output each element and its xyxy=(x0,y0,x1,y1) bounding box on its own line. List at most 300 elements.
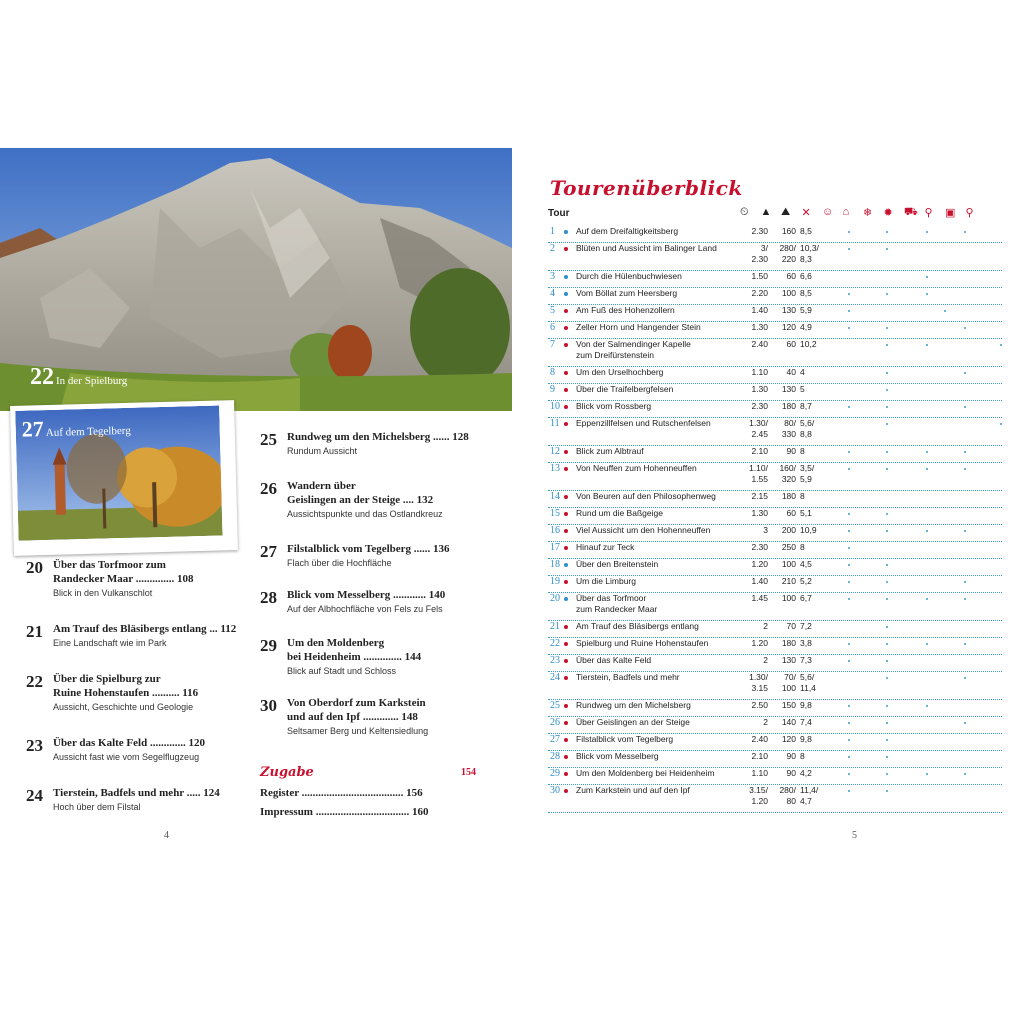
tour-time: 1.30/ 3.15 xyxy=(749,672,768,693)
tour-time: 2.50 xyxy=(751,700,768,710)
feature-dot xyxy=(886,468,888,470)
tour-distance: 5,9 xyxy=(800,305,812,315)
tour-distance: 5 xyxy=(800,384,805,394)
feature-dot xyxy=(886,231,888,233)
tour-difficulty-dot xyxy=(564,738,568,742)
tour-altitude: 40 xyxy=(786,367,796,377)
toc-number: 24 xyxy=(26,786,43,805)
feature-dot xyxy=(926,344,928,346)
toc-subtitle: Aussichtspunkte und das Ostlandkreuz xyxy=(287,509,443,519)
tour-name: Am Fuß des Hohenzollern xyxy=(576,305,675,315)
tour-name: Über die Traifelbergfelsen xyxy=(576,384,674,394)
tour-time: 2.30 xyxy=(751,226,768,236)
tour-difficulty-dot xyxy=(564,755,568,759)
tour-distance: 5,6/ 11,4 xyxy=(800,672,816,693)
feature-dot xyxy=(848,564,850,566)
tour-number: 2 xyxy=(550,243,555,254)
tour-number: 25 xyxy=(550,700,560,711)
tour-feature-marks xyxy=(832,768,1002,779)
toc-subtitle: Blick in den Vulkanschlot xyxy=(53,588,153,598)
tour-number: 7 xyxy=(550,339,555,350)
feature-dot xyxy=(848,406,850,408)
toc-subtitle: Seltsamer Berg und Keltensiedlung xyxy=(287,726,429,736)
tour-distance: 8,7 xyxy=(800,401,812,411)
tour-number: 22 xyxy=(550,638,560,649)
toc-title: Von Oberdorf zum Karkstein und auf den Ipf ............. 148 xyxy=(287,697,426,723)
feature-dot xyxy=(848,547,850,549)
feature-dot xyxy=(886,451,888,453)
tour-row-23[interactable] xyxy=(548,655,1002,672)
tour-altitude: 210 xyxy=(781,576,796,586)
tour-row-18[interactable] xyxy=(548,559,1002,576)
feature-dot xyxy=(848,790,850,792)
toc-title: Wandern über Geislingen an der Steige .... 132 xyxy=(287,480,434,506)
toc-number: 22 xyxy=(26,672,43,691)
tour-time: 1.30 xyxy=(751,384,768,394)
sun-icon: ✹ xyxy=(883,207,893,219)
tour-altitude: 90 xyxy=(786,446,796,456)
tour-difficulty-dot xyxy=(564,529,568,533)
tour-distance: 5,2 xyxy=(800,576,812,586)
clock-icon: ⏲ xyxy=(740,206,749,218)
tour-row-7[interactable] xyxy=(548,339,1002,367)
tour-difficulty-dot xyxy=(564,467,568,471)
tour-difficulty-dot xyxy=(564,326,568,330)
feature-dot xyxy=(848,773,850,775)
tour-row-5[interactable] xyxy=(548,305,1002,322)
feature-dot xyxy=(964,598,966,600)
tour-altitude: 280/ 220 xyxy=(779,243,796,264)
toc-number: 21 xyxy=(26,622,43,641)
tour-number: 15 xyxy=(550,508,560,519)
feature-dot xyxy=(886,643,888,645)
feature-dot xyxy=(926,293,928,295)
tour-distance: 9,8 xyxy=(800,700,812,710)
tour-feature-marks xyxy=(832,576,1002,587)
toc-title: Filstalblick vom Tegelberg ...... 136 xyxy=(287,543,450,555)
toc-title: Blick vom Messelberg ............ 140 xyxy=(287,589,446,601)
tour-time: 1.20 xyxy=(751,638,768,648)
tour-distance: 5,6/ 8,8 xyxy=(800,418,815,439)
feature-dot xyxy=(848,530,850,532)
tour-feature-marks xyxy=(832,271,1002,282)
feature-dot xyxy=(926,773,928,775)
tour-name: Spielburg und Ruine Hohenstaufen xyxy=(576,638,709,648)
feature-dot xyxy=(926,530,928,532)
toc-title: Über das Torfmoor zum Randecker Maar .............. 108 xyxy=(53,559,194,585)
tour-name: Um den Moldenberg bei Heidenheim xyxy=(576,768,715,778)
feature-dot xyxy=(848,739,850,741)
tour-altitude: 100 xyxy=(781,559,796,569)
tour-time: 3 xyxy=(763,525,768,535)
tour-altitude: 130 xyxy=(781,384,796,394)
tour-time: 2.40 xyxy=(751,339,768,349)
tour-row-14[interactable] xyxy=(548,491,1002,508)
tour-row-20[interactable] xyxy=(548,593,1002,621)
tour-altitude: 200 xyxy=(781,525,796,535)
tour-number: 6 xyxy=(550,322,555,333)
tour-difficulty-dot xyxy=(564,247,568,251)
tour-difficulty-dot xyxy=(564,642,568,646)
tour-name: Hinauf zur Teck xyxy=(576,542,635,552)
tour-altitude: 160 xyxy=(781,226,796,236)
tour-difficulty-dot xyxy=(564,721,568,725)
feature-dot xyxy=(886,513,888,515)
tour-difficulty-dot xyxy=(564,597,568,601)
tour-difficulty-dot xyxy=(564,772,568,776)
tour-row-1[interactable] xyxy=(548,226,1002,243)
feature-dot xyxy=(964,327,966,329)
tour-altitude: 100 xyxy=(781,288,796,298)
feature-dot xyxy=(848,451,850,453)
tour-time: 1.40 xyxy=(751,305,768,315)
toc-number: 26 xyxy=(260,479,277,498)
tour-feature-marks xyxy=(832,593,1002,604)
tour-time: 1.50 xyxy=(751,271,768,281)
tour-altitude: 250 xyxy=(781,542,796,552)
tour-altitude: 70/ 100 xyxy=(781,672,796,693)
feature-dot xyxy=(848,722,850,724)
feature-dot xyxy=(886,406,888,408)
tour-feature-marks xyxy=(832,559,1002,570)
tour-difficulty-dot xyxy=(564,625,568,629)
tour-difficulty-dot xyxy=(564,309,568,313)
tour-altitude: 130 xyxy=(781,655,796,665)
zugabe-page: 154 xyxy=(461,767,476,778)
tour-altitude: 140 xyxy=(781,717,796,727)
toc-impressum[interactable]: Impressum .................................. 160 xyxy=(260,806,429,818)
toc-number: 25 xyxy=(260,430,277,449)
tour-difficulty-dot xyxy=(564,292,568,296)
tour-column-header: Tour xyxy=(548,208,570,219)
tour-number: 14 xyxy=(550,491,560,502)
tour-name: Filstalblick vom Tegelberg xyxy=(576,734,674,744)
feature-dot xyxy=(886,423,888,425)
tour-row-28[interactable] xyxy=(548,751,1002,768)
tour-altitude: 120 xyxy=(781,322,796,332)
bicycle-icon: ⚲ xyxy=(965,207,974,219)
tour-row-19[interactable] xyxy=(548,576,1002,593)
feature-dot xyxy=(964,773,966,775)
photo-small-number: 27 xyxy=(21,416,45,442)
tour-table xyxy=(548,226,1002,813)
tour-row-16[interactable] xyxy=(548,525,1002,542)
tour-row-22[interactable] xyxy=(548,638,1002,655)
tour-row-25[interactable] xyxy=(548,700,1002,717)
tour-difficulty-dot xyxy=(564,371,568,375)
tour-difficulty-dot xyxy=(564,512,568,516)
feature-dot xyxy=(886,344,888,346)
tour-number: 3 xyxy=(550,271,555,282)
tour-distance: 4 xyxy=(800,367,805,377)
feature-dot xyxy=(886,790,888,792)
feature-dot xyxy=(848,513,850,515)
tour-altitude: 130 xyxy=(781,305,796,315)
feature-dot xyxy=(886,581,888,583)
bus-icon: ▣ xyxy=(945,207,956,219)
tour-time: 3.15/ 1.20 xyxy=(749,785,768,806)
feature-dot xyxy=(964,643,966,645)
tour-row-4[interactable] xyxy=(548,288,1002,305)
toc-title: Über das Kalte Feld ............. 120 xyxy=(53,737,205,749)
tour-time: 1.45 xyxy=(751,593,768,603)
feature-dot xyxy=(848,327,850,329)
tour-time: 1.20 xyxy=(751,559,768,569)
tour-altitude: 60 xyxy=(786,508,796,518)
museum-icon: ⌂ xyxy=(842,206,850,218)
tour-altitude: 90 xyxy=(786,768,796,778)
tour-row-27[interactable] xyxy=(548,734,1002,751)
tour-time: 1.10 xyxy=(751,768,768,778)
feature-dot xyxy=(886,389,888,391)
zugabe-section xyxy=(260,765,476,818)
feature-dot xyxy=(886,327,888,329)
feature-dot xyxy=(848,293,850,295)
tour-altitude: 100 xyxy=(781,593,796,603)
left-page xyxy=(0,148,512,848)
tour-difficulty-dot xyxy=(564,580,568,584)
tour-name: Von der Salmendinger Kapelle zum Dreifürstenstein xyxy=(576,339,691,360)
person-icon: ⚲ xyxy=(924,207,933,219)
tour-name: Rund um die Baßgeige xyxy=(576,508,663,518)
toc-subtitle: Blick auf Stadt und Schloss xyxy=(287,666,397,676)
feature-dot xyxy=(886,705,888,707)
tour-row-11[interactable] xyxy=(548,418,1002,446)
tour-feature-marks xyxy=(832,717,1002,728)
tour-name: Blüten und Aussicht im Balinger Land xyxy=(576,243,717,253)
tour-row-21[interactable] xyxy=(548,621,1002,638)
feature-dot xyxy=(1000,423,1002,425)
tour-number: 30 xyxy=(550,785,560,796)
tour-feature-marks xyxy=(832,491,1002,502)
tour-distance: 3,5/ 5,9 xyxy=(800,463,815,484)
tour-difficulty-dot xyxy=(564,563,568,567)
tour-number: 4 xyxy=(550,288,555,299)
tour-time: 1.10/ 1.55 xyxy=(749,463,768,484)
tour-distance: 9,8 xyxy=(800,734,812,744)
tour-time: 2.20 xyxy=(751,288,768,298)
feature-dot xyxy=(886,756,888,758)
tour-feature-marks xyxy=(832,305,1002,316)
toc-number: 29 xyxy=(260,636,277,655)
tour-feature-marks xyxy=(832,339,1002,350)
toc-subtitle: Aussicht fast wie vom Segelflugzeug xyxy=(53,752,200,762)
tour-feature-marks xyxy=(832,542,1002,553)
tour-altitude: 280/ 80 xyxy=(779,785,796,806)
tour-number: 13 xyxy=(550,463,560,474)
tour-row-26[interactable] xyxy=(548,717,1002,734)
tour-name: Zum Karkstein und auf den Ipf xyxy=(576,785,690,795)
feature-dot xyxy=(926,705,928,707)
toc-title: Rundweg um den Michelsberg ...... 128 xyxy=(287,431,469,443)
tour-difficulty-dot xyxy=(564,789,568,793)
toc-subtitle: Auf der Albhochfläche von Fels zu Fels xyxy=(287,604,443,614)
tour-difficulty-dot xyxy=(564,405,568,409)
tour-row-24[interactable] xyxy=(548,672,1002,700)
tour-feature-marks xyxy=(832,621,1002,632)
tour-number: 29 xyxy=(550,768,560,779)
feature-dot xyxy=(964,406,966,408)
tour-number: 9 xyxy=(550,384,555,395)
tour-difficulty-dot xyxy=(564,275,568,279)
tour-feature-marks xyxy=(832,463,1002,474)
feature-dot xyxy=(848,581,850,583)
tour-number: 11 xyxy=(550,418,560,429)
feature-dot xyxy=(848,643,850,645)
tour-name: Am Trauf des Bläsibergs entlang xyxy=(576,621,699,631)
feature-dot xyxy=(964,677,966,679)
toc-subtitle: Eine Landschaft wie im Park xyxy=(53,638,167,648)
tour-altitude: 180 xyxy=(781,491,796,501)
tour-number: 8 xyxy=(550,367,555,378)
tour-feature-marks xyxy=(832,751,1002,762)
mountain-icon: ▲ xyxy=(760,206,772,218)
tour-difficulty-dot xyxy=(564,422,568,426)
toc-title: Über die Spielburg zur Ruine Hohenstaufen .......... 116 xyxy=(53,673,199,699)
tour-row-12[interactable] xyxy=(548,446,1002,463)
tour-feature-marks xyxy=(832,638,1002,649)
tour-feature-marks xyxy=(832,401,1002,412)
tour-distance: 11,4/ 4,7 xyxy=(800,785,819,806)
tour-feature-marks xyxy=(832,384,1002,395)
feature-dot xyxy=(886,773,888,775)
tour-time: 2.30 xyxy=(751,401,768,411)
tour-number: 20 xyxy=(550,593,560,604)
toc-number: 20 xyxy=(26,558,43,577)
tour-name: Über das Kalte Feld xyxy=(576,655,652,665)
tour-difficulty-dot xyxy=(564,495,568,499)
tour-row-6[interactable] xyxy=(548,322,1002,339)
toc-subtitle: Aussicht, Geschichte und Geologie xyxy=(53,702,194,712)
cutlery-icon: ✕ xyxy=(801,207,811,219)
tour-row-9[interactable] xyxy=(548,384,1002,401)
tour-row-13[interactable] xyxy=(548,463,1002,491)
tour-distance: 8 xyxy=(800,446,805,456)
tour-row-10[interactable] xyxy=(548,401,1002,418)
tour-altitude: 160/ 320 xyxy=(779,463,796,484)
page-number-right: 5 xyxy=(852,830,857,841)
tour-feature-marks xyxy=(832,243,1002,254)
tour-row-2[interactable] xyxy=(548,243,1002,271)
tour-altitude: 60 xyxy=(786,271,796,281)
feature-dot xyxy=(926,276,928,278)
tour-difficulty-dot xyxy=(564,546,568,550)
hiker-icon: ⛰ xyxy=(781,206,791,218)
tour-feature-marks xyxy=(832,734,1002,745)
tour-name: Eppenzillfelsen und Rutschenfelsen xyxy=(576,418,711,428)
tour-time: 1.10 xyxy=(751,367,768,377)
tour-time: 2.30 xyxy=(751,542,768,552)
tour-feature-marks xyxy=(832,525,1002,536)
feature-dot xyxy=(848,231,850,233)
feature-dot xyxy=(848,310,850,312)
feature-dot xyxy=(886,564,888,566)
tour-number: 17 xyxy=(550,542,560,553)
feature-dot xyxy=(926,598,928,600)
snowflake-icon: ❄ xyxy=(863,207,873,219)
tour-altitude: 150 xyxy=(781,700,796,710)
tour-time: 1.30 xyxy=(751,508,768,518)
tour-feature-marks xyxy=(832,655,1002,666)
tour-altitude: 90 xyxy=(786,751,796,761)
tour-feature-marks xyxy=(832,288,1002,299)
toc-number: 27 xyxy=(260,542,277,561)
feature-dot xyxy=(886,722,888,724)
tour-time: 1.40 xyxy=(751,576,768,586)
feature-dot xyxy=(926,451,928,453)
tour-time: 3/ 2.30 xyxy=(751,243,768,264)
tour-number: 28 xyxy=(550,751,560,762)
feature-dot xyxy=(926,231,928,233)
page-number-left: 4 xyxy=(164,830,169,841)
tour-name: Blick zum Albtrauf xyxy=(576,446,644,456)
tour-feature-marks xyxy=(832,418,1002,429)
photo-small-text: Auf dem Tegelberg xyxy=(45,424,131,440)
tour-number: 19 xyxy=(550,576,560,587)
tour-name: Rundweg um den Michelsberg xyxy=(576,700,691,710)
toc-title: Um den Moldenberg bei Heidenheim .............. 144 xyxy=(287,637,422,663)
feature-dot xyxy=(926,643,928,645)
tour-time: 2.10 xyxy=(751,751,768,761)
tour-name: Um den Urselhochberg xyxy=(576,367,664,377)
tour-distance: 10,3/ 8,3 xyxy=(800,243,819,264)
zugabe-heading: Zugabe xyxy=(260,765,314,780)
toc-register[interactable]: Register ..................................... 156 xyxy=(260,787,423,799)
tour-row-8[interactable] xyxy=(548,367,1002,384)
tour-name: Vom Böllat zum Heersberg xyxy=(576,288,678,298)
tour-row-30[interactable] xyxy=(548,785,1002,813)
tour-name: Durch die Hülenbuchwiesen xyxy=(576,271,682,281)
tour-feature-marks xyxy=(832,700,1002,711)
tour-feature-marks xyxy=(832,672,1002,683)
feature-dot xyxy=(964,231,966,233)
tour-distance: 5,1 xyxy=(800,508,812,518)
tour-altitude: 180 xyxy=(781,401,796,411)
feature-dot xyxy=(848,468,850,470)
tour-row-3[interactable] xyxy=(548,271,1002,288)
tour-row-17[interactable] xyxy=(548,542,1002,559)
tour-number: 10 xyxy=(550,401,560,412)
toc-subtitle: Hoch über dem Filstal xyxy=(53,802,141,812)
tour-time: 2.10 xyxy=(751,446,768,456)
tour-difficulty-dot xyxy=(564,230,568,234)
feature-dot xyxy=(886,248,888,250)
tour-name: Von Neuffen zum Hohenneuffen xyxy=(576,463,697,473)
toc-title: Am Trauf des Bläsibergs entlang ... 112 xyxy=(53,623,237,635)
tour-difficulty-dot xyxy=(564,704,568,708)
photo-spielburg xyxy=(0,148,512,411)
feature-dot xyxy=(926,468,928,470)
tour-name: Tierstein, Badfels und mehr xyxy=(576,672,680,682)
tour-feature-marks xyxy=(832,508,1002,519)
tour-feature-marks xyxy=(832,367,1002,378)
feature-dot xyxy=(848,598,850,600)
photo-main-text: In der Spielburg xyxy=(56,375,128,387)
tour-row-15[interactable] xyxy=(548,508,1002,525)
tour-time: 1.30/ 2.45 xyxy=(749,418,768,439)
tour-row-29[interactable] xyxy=(548,768,1002,785)
tour-altitude: 120 xyxy=(781,734,796,744)
tour-altitude: 60 xyxy=(786,339,796,349)
photo-main-caption xyxy=(30,364,127,391)
feature-dot xyxy=(886,626,888,628)
feature-dot xyxy=(848,248,850,250)
tour-distance: 10,9 xyxy=(800,525,817,535)
tour-difficulty-dot xyxy=(564,450,568,454)
tour-distance: 4,2 xyxy=(800,768,812,778)
tour-difficulty-dot xyxy=(564,659,568,663)
tour-number: 12 xyxy=(550,446,560,457)
